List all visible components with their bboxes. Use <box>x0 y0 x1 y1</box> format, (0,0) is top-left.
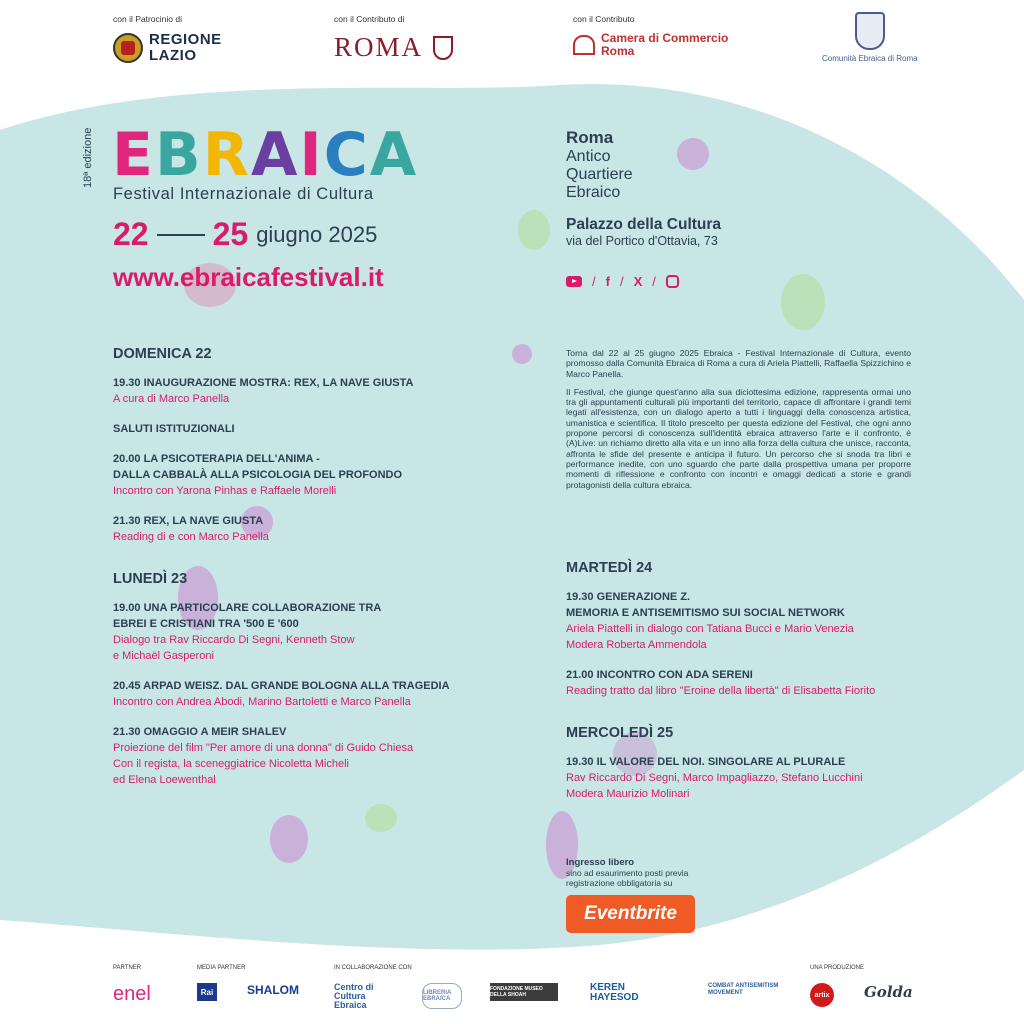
event-title: EBREI E CRISTIANI TRA '500 E '600 <box>113 618 299 630</box>
sponsor-caption: con il Contributo di <box>334 14 405 24</box>
sponsor-caption: con il Contributo <box>573 14 635 24</box>
decor-dot <box>781 274 825 330</box>
venue-place: Palazzo della Cultura <box>566 216 722 233</box>
event-detail: Modera Roberta Ammendola <box>566 639 707 651</box>
sponsor-roma <box>334 14 453 63</box>
footer-partner-caption: PARTNER <box>113 965 142 971</box>
venue-area-line2: Quartiere <box>566 166 633 183</box>
event-title: 21.30 OMAGGIO A MEIR SHALEV <box>113 726 287 738</box>
event-detail: Modera Maurizio Molinari <box>566 788 690 800</box>
brand-letter: A <box>369 120 419 190</box>
social-separator: / <box>652 274 656 289</box>
edition-label <box>82 127 102 202</box>
event-detail: Dialogo tra Rav Riccardo Di Segni, Kenneth Stow <box>113 634 355 646</box>
brand-letter: I <box>299 120 324 190</box>
lazio-name-line1: REGIONE <box>149 31 222 48</box>
event-title: 19.30 IL VALORE DEL NOI. SINGOLARE AL PLURALE <box>566 756 846 768</box>
sponsor-comunita-ebraica <box>822 12 918 63</box>
date-month-year: giugno 2025 <box>256 221 378 247</box>
decor-dot <box>518 210 550 250</box>
event-title: MEMORIA E ANTISEMITISMO SUI SOCIAL NETWORK <box>566 607 845 619</box>
keren-hayesod-logo: KEREN HAYESOD <box>590 982 639 1003</box>
festival-dates <box>113 216 377 253</box>
date-start: 22 <box>113 216 149 252</box>
program-event <box>113 421 473 437</box>
brand-letter: R <box>202 120 251 190</box>
libreria-ebraica-logo: LIBRERIA EBRAICA <box>422 983 462 1009</box>
event-detail: Proiezione del film "Per amore di una donna" di Guido Chiesa <box>113 742 414 754</box>
sponsor-camera-commercio <box>573 14 728 58</box>
festival-subtitle: Festival Internazionale di Cultura <box>113 185 374 203</box>
social-links <box>566 274 679 289</box>
program-event <box>113 678 473 710</box>
entry-line: sino ad esaurimento posti previa <box>566 868 689 878</box>
social-separator: / <box>592 274 596 289</box>
artix-logo: artix <box>810 983 834 1007</box>
entry-info <box>566 857 688 888</box>
camera-name-line2: Roma <box>601 44 635 58</box>
ccce-logo: Centro di Cultura Ebraica <box>334 982 374 1010</box>
venue-area-line3: Ebraico <box>566 184 621 201</box>
sponsor-regione-lazio <box>113 14 222 64</box>
comunita-emblem-icon <box>855 12 885 50</box>
event-detail: Rav Riccardo Di Segni, Marco Impagliazzo, Stefano Lucchini <box>566 772 863 784</box>
program-event <box>566 589 926 653</box>
event-detail: Incontro con Yarona Pinhas e Raffaele Morelli <box>113 485 337 497</box>
enel-logo: enel <box>113 983 151 1005</box>
program-event <box>113 513 473 545</box>
day-heading-martedi: MARTEDÌ 24 <box>566 560 653 576</box>
venue-city: Roma <box>566 128 614 147</box>
brand-letter: C <box>323 120 370 190</box>
day-heading-lunedi: LUNEDÌ 23 <box>113 571 188 587</box>
colosseum-icon <box>573 35 595 55</box>
cam-logo: COMBAT ANTISEMITISM MOVEMENT <box>708 983 779 996</box>
brand-letter: B <box>155 120 203 190</box>
website-link[interactable]: www.ebraicafestival.it <box>113 262 384 292</box>
program-event <box>566 667 926 699</box>
event-detail: Ariela Piattelli in dialogo con Tatiana Bucci e Mario Venezia <box>566 623 854 635</box>
shalom-logo: SHALOM <box>247 983 299 997</box>
event-title: 21.00 INCONTRO CON ADA SERENI <box>566 669 753 681</box>
venue-address: via del Portico d'Ottavia, 73 <box>566 234 718 248</box>
youtube-icon[interactable] <box>566 276 582 287</box>
lazio-emblem-icon <box>113 33 143 63</box>
program-event <box>113 451 473 499</box>
event-title: 20.00 LA PSICOTERAPIA DELL'ANIMA - <box>113 453 320 465</box>
decor-dot <box>512 344 532 364</box>
festival-brand <box>112 120 419 190</box>
eventbrite-button[interactable]: Eventbrite <box>566 895 695 933</box>
brand-letter: E <box>112 120 155 190</box>
rai-logo: Rai <box>197 983 217 1001</box>
event-detail: Con il regista, la sceneggiatrice Nicoletta Micheli <box>113 758 349 770</box>
roma-logo-text: ROMA <box>334 32 424 62</box>
event-detail: Reading tratto dal libro "Eroine della libertà" di Elisabetta Fiorito <box>566 685 876 697</box>
footer-production-caption: UNA PRODUZIONE <box>810 965 865 971</box>
instagram-icon[interactable] <box>666 275 679 288</box>
edition-text: 18ª edizione <box>82 127 94 188</box>
event-title: SALUTI ISTITUZIONALI <box>113 423 235 435</box>
program-event <box>113 724 473 788</box>
festival-intro <box>566 348 911 498</box>
event-title: 19.30 INAUGURAZIONE MOSTRA: REX, LA NAVE GIUSTA <box>113 377 414 389</box>
day-heading-domenica: DOMENICA 22 <box>113 346 212 362</box>
event-title: 21.30 REX, LA NAVE GIUSTA <box>113 515 264 527</box>
museo-shoah-logo: FONDAZIONE MUSEO DELLA SHOAH <box>490 983 558 1001</box>
event-detail: Incontro con Andrea Abodi, Marino Bartoletti e Marco Panella <box>113 696 411 708</box>
event-title: 20.45 ARPAD WEISZ. DAL GRANDE BOLOGNA ALLA TRAGEDIA <box>113 680 450 692</box>
program-left-column <box>113 346 473 802</box>
event-detail: Reading di e con Marco Panella <box>113 531 269 543</box>
event-detail: ed Elena Loewenthal <box>113 774 216 786</box>
program-right-column <box>566 560 926 816</box>
footer-media-caption: MEDIA PARTNER <box>197 965 246 971</box>
event-title: 19.30 GENERAZIONE Z. <box>566 591 691 603</box>
lazio-name-line2: LAZIO <box>149 47 197 64</box>
entry-title: Ingresso libero <box>566 857 635 868</box>
camera-name-line1: Camera di Commercio <box>601 31 729 45</box>
intro-paragraph: Torna dal 22 al 25 giugno 2025 Ebraica - Festival Internazionale di Cultura, evento promosso dalla Comunità Ebraica di Roma a cura di Ariela Piattelli, Raffaella Spizzichino e Marco Panella. <box>566 348 911 379</box>
event-title: 19.00 UNA PARTICOLARE COLLABORAZIONE TRA <box>113 602 382 614</box>
venue-area-line1: Antico <box>566 148 611 165</box>
footer-collab-caption: IN COLLABORAZIONE CON <box>334 965 412 971</box>
facebook-icon[interactable]: f <box>605 274 610 289</box>
sponsor-caption: con il Patrocinio di <box>113 14 182 24</box>
roma-shield-icon <box>433 36 453 60</box>
day-heading-mercoledi: MERCOLEDÌ 25 <box>566 725 674 741</box>
date-dash <box>157 234 205 236</box>
event-detail: A cura di Marco Panella <box>113 393 230 405</box>
entry-line: registrazione obbligatoria su <box>566 878 673 888</box>
golda-logo: Golda <box>864 983 913 1001</box>
decor-dot <box>270 815 308 863</box>
venue-info <box>566 128 721 248</box>
event-detail: e Michaël Gasperoni <box>113 650 214 662</box>
program-event <box>113 600 473 664</box>
decor-dot <box>365 804 397 832</box>
date-end: 25 <box>212 216 249 252</box>
program-event <box>113 375 473 407</box>
social-separator: / <box>619 274 624 289</box>
intro-paragraph: Il Festival, che giunge quest'anno alla sua diciottesima edizione, rappresenta ormai uno tra gli appuntamenti culturali più importanti del territorio, capace di affrontare i grandi temi legati all'esistenza, con un dialogo aperto a tutti i linguaggi della conoscenza artistica, umanistica e scientifica. Il titolo prescelto per questa edizione del Festival, che ogni anno propone percorsi di conoscenza sull'identità ebraica attraverso l'arte e il confronto, è (A)Live: un richiamo diretto alla vita e un inno alla forza della cultura che unisce, racconta, affronta le sfide del presente e anticipa il futuro. Un percorso che si snoda tra libri e performance inedite, con uno sguardo che parte dalla prospettiva umana per proporre momenti di riflessione e confronto con incontri e omaggi dedicati a storie e grandi protagonisti della cultura ebraica. <box>566 386 911 490</box>
comunita-name: Comunità Ebraica di Roma <box>822 54 918 63</box>
brand-letter: A <box>250 120 300 190</box>
event-title: DALLA CABBALÀ ALLA PSICOLOGIA DEL PROFONDO <box>113 469 403 481</box>
x-icon[interactable]: X <box>633 274 643 289</box>
program-event <box>566 754 926 802</box>
